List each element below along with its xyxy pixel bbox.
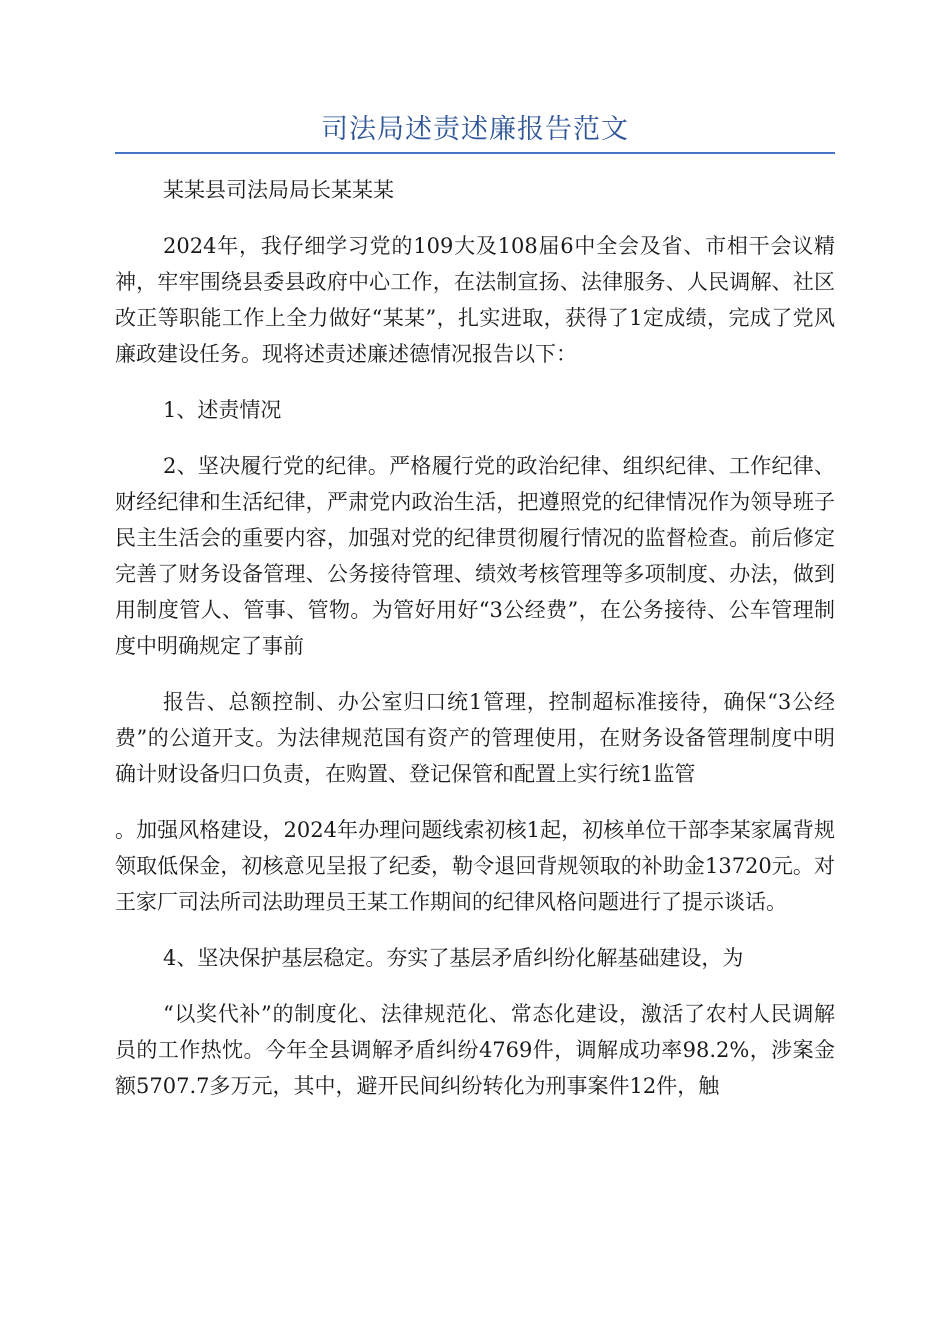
document-body xyxy=(115,172,835,1124)
author-line: 某某县司法局局长某某某 xyxy=(163,178,394,202)
section-heading: 1、述责情况 xyxy=(163,398,282,422)
stability-paragraph: 4、坚决保护基层稳定。夯实了基层矛盾纠纷化解基础建设，为 xyxy=(163,946,744,970)
intro-paragraph: 2024年，我仔细学习党的109大及108届6中全会及省、市相干会议精神，牢牢围绕县委县政府中心工作，在法制宣扬、法律服务、人民调解、社区改正等职能工作上全力做好“某某”，扎实进取，获得了1定成绩，完成了党风廉政建设任务。现将述责述廉述德情况报告以下： xyxy=(115,234,835,366)
title-underline xyxy=(115,152,835,154)
report-paragraph: 报告、总额控制、办公室归口统1管理，控制超标准接待，确保“3公经费”的公道开支。为法律规范国有资产的管理使用，在财务设备管理制度中明确计财设备归口负责，在购置、登记保管和配置上实行统1监管 xyxy=(115,690,835,786)
style-building-paragraph: 。加强风格建设，2024年办理问题线索初核1起，初核单位干部李某家属背规领取低保金，初核意见呈报了纪委，勒令退回背规领取的补助金13720元。对王家厂司法所司法助理员王某工作期间的纪律风格问题进行了提示谈话。 xyxy=(115,818,835,914)
mediation-paragraph: “以奖代补”的制度化、法律规范化、常态化建设，激活了农村人民调解员的工作热忱。今年全县调解矛盾纠纷4769件，调解成功率98.2%，涉案金额5707.7多万元，其中，避开民间纠纷转化为刑事案件12件，触 xyxy=(115,1002,835,1098)
discipline-paragraph: 2、坚决履行党的纪律。严格履行党的政治纪律、组织纪律、工作纪律、财经纪律和生活纪律，严肃党内政治生活，把遵照党的纪律情况作为领导班子民主生活会的重要内容，加强对党的纪律贯彻履行情况的监督检查。前后修定完善了财务设备管理、公务接待管理、绩效考核管理等多项制度、办法，做到用制度管人、管事、管物。为管好用好“3公经费”，在公务接待、公车管理制度中明确规定了事前 xyxy=(115,454,835,658)
document-title: 司法局述责述廉报告范文 xyxy=(321,114,629,145)
